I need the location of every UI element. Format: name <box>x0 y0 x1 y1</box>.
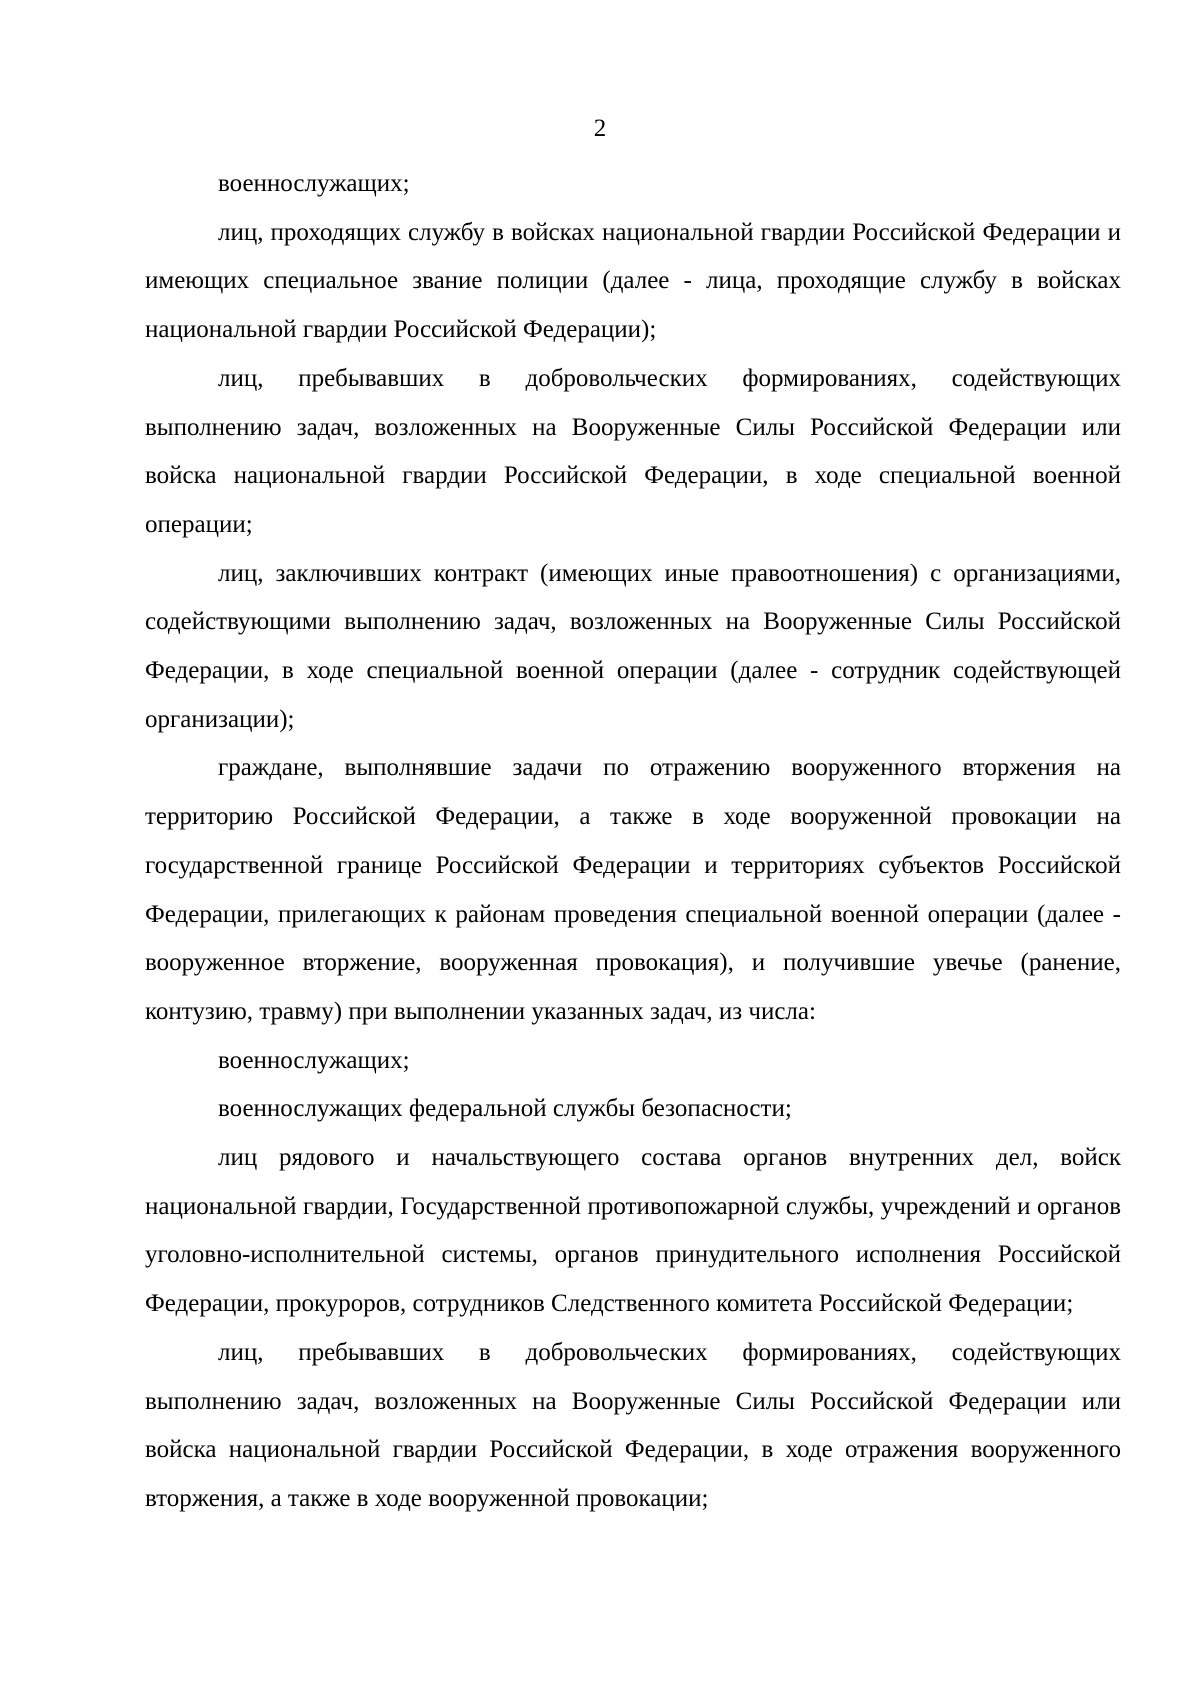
paragraph: граждане, выполнявшие задачи по отражению вооруженного вторжения на территорию Российской Федерации, а также в ходе вооруженной провокации на государственной границе Российской Федерации и территориях субъектов Российской Федерации, прилегающих к районам проведения специальной военной операции (далее - вооруженное вторжение, вооруженная провокация), и получившие увечье (ранение, контузию, травму) при выполнении указанных задач, из числа: <box>145 754 1121 1025</box>
paragraph: лиц, пребывавших в добровольческих формированиях, содействующих выполнению задач, возложенных на Вооруженные Силы Российской Федерации или войска национальной гвардии Российской Федерации, в ходе отражения вооруженного вторжения, а также в ходе вооруженной провокации; <box>145 1338 1121 1512</box>
paragraph: военнослужащих; <box>218 1046 410 1074</box>
paragraph: лиц, проходящих службу в войсках национальной гвардии Российской Федерации и имеющих специальное звание полиции (далее - лица, проходящие службу в войсках национальной гвардии Российской Федерации); <box>145 218 1121 344</box>
page-number: 2 <box>593 115 607 142</box>
paragraph: лиц рядового и начальствующего состава органов внутренних дел, войск национальной гвардии, Государственной противопожарной службы, учреждений и органов уголовно-исполнительной системы, органов принудительного исполнения Российской Федерации, прокуроров, сотрудников Следственного комитета Российской Федерации; <box>145 1144 1121 1318</box>
paragraph: лиц, заключивших контракт (имеющих иные правоотношения) с организациями, содействующими выполнению задач, возложенных на Вооруженные Силы Российской Федерации, в ходе специальной военной операции (далее - сотрудник содействующей организации); <box>145 559 1121 733</box>
document-body <box>145 160 1121 1524</box>
paragraph: лиц, пребывавших в добровольческих формированиях, содействующих выполнению задач, возложенных на Вооруженные Силы Российской Федерации или войска национальной гвардии Российской Федерации, в ходе специальной военной операции; <box>145 364 1121 538</box>
paragraph: военнослужащих; <box>218 170 410 197</box>
paragraph: военнослужащих федеральной службы безопасности; <box>218 1095 792 1123</box>
